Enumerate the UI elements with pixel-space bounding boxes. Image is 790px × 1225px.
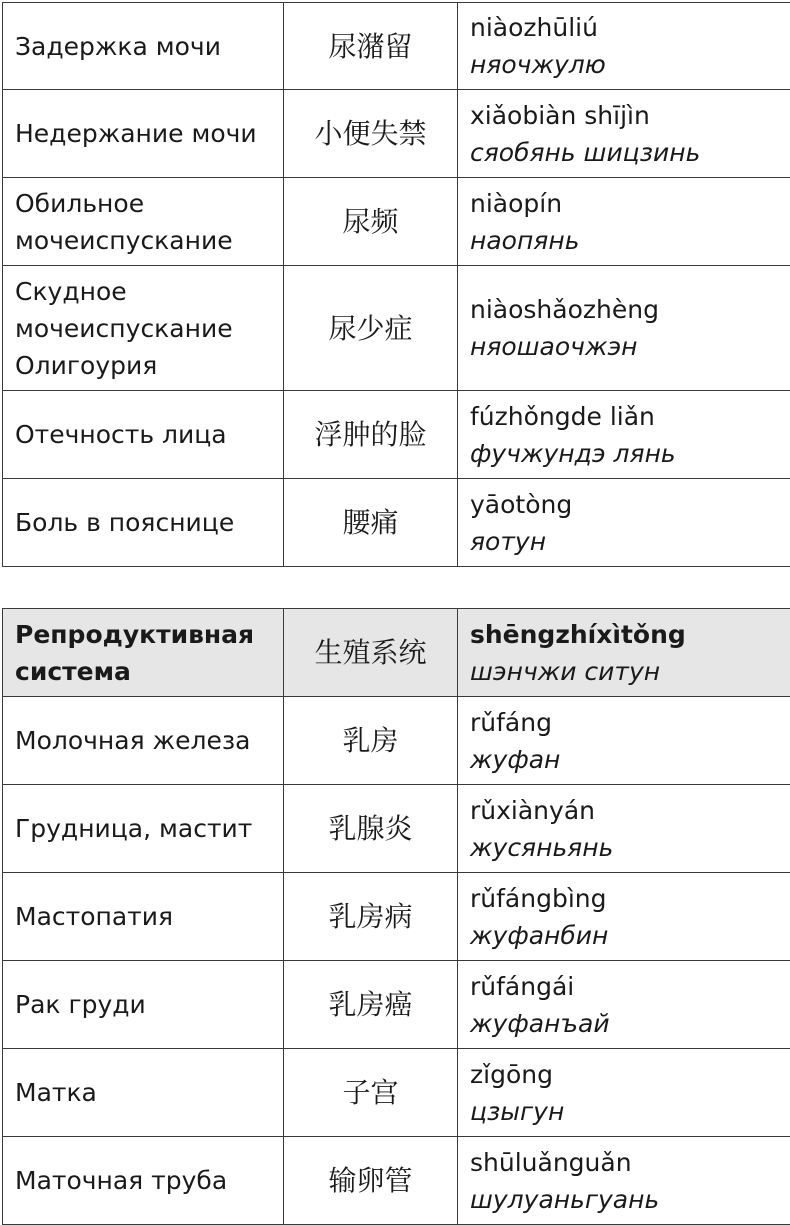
section-title: Репродуктивная система: [3, 609, 284, 697]
pronunciation-cell: [458, 266, 790, 391]
pinyin: rǔfángái: [470, 968, 778, 1005]
russian-term: Обильное мочеиспускание: [3, 178, 284, 266]
pronunciation-cell: [458, 785, 790, 873]
chinese-term: 子宫: [284, 1049, 458, 1137]
chinese-term: 输卵管: [284, 1137, 458, 1225]
table-row: [3, 961, 790, 1049]
table-row: [3, 3, 790, 90]
russian-term: Боль в пояснице: [3, 479, 284, 567]
pronunciation-cell: [458, 3, 790, 90]
chinese-term: 乳腺炎: [284, 785, 458, 873]
pronunciation-cell: [458, 479, 790, 567]
chinese-term: 乳房癌: [284, 961, 458, 1049]
reproductive-vocab-table: [2, 608, 790, 1225]
table-row: [3, 391, 790, 479]
russian-term: Матка: [3, 1049, 284, 1137]
pinyin: niàopín: [470, 185, 778, 222]
chinese-term: 小便失禁: [284, 90, 458, 178]
pronunciation-cell: [458, 391, 790, 479]
pinyin: niàoshǎozhèng: [470, 291, 778, 328]
section-pronunciation-cell: [458, 609, 790, 697]
russian-transcription: жуфанъай: [470, 1005, 778, 1042]
pinyin: shūluǎnguǎn: [470, 1144, 778, 1181]
pinyin: rǔfángbìng: [470, 880, 778, 917]
russian-transcription: яотун: [470, 523, 778, 560]
table-row: [3, 785, 790, 873]
pinyin: fúzhǒngde liǎn: [470, 398, 778, 435]
russian-transcription: няошаочжэн: [470, 328, 778, 365]
pronunciation-cell: [458, 90, 790, 178]
chinese-term: 腰痛: [284, 479, 458, 567]
russian-transcription: фучжундэ лянь: [470, 435, 778, 472]
table-row: [3, 178, 790, 266]
section-header-row: [3, 609, 790, 697]
pronunciation-cell: [458, 697, 790, 785]
russian-term: Мастопатия: [3, 873, 284, 961]
russian-transcription: жусяньянь: [470, 829, 778, 866]
table-row: [3, 266, 790, 391]
pinyin: zǐgōng: [470, 1056, 778, 1093]
pinyin: rǔfáng: [470, 704, 778, 741]
pinyin: yāotòng: [470, 486, 778, 523]
table-row: [3, 479, 790, 567]
russian-transcription: жуфанбин: [470, 917, 778, 954]
russian-transcription: жуфан: [470, 741, 778, 778]
russian-transcription: наопянь: [470, 222, 778, 259]
russian-term: Рак груди: [3, 961, 284, 1049]
urinary-vocab-table: [2, 2, 790, 567]
russian-term: Маточная труба: [3, 1137, 284, 1225]
pronunciation-cell: [458, 178, 790, 266]
pronunciation-cell: [458, 1049, 790, 1137]
pinyin: rǔxiànyán: [470, 792, 778, 829]
russian-term: Задержка мочи: [3, 3, 284, 90]
russian-transcription: няочжулю: [470, 46, 778, 83]
chinese-term: 浮肿的脸: [284, 391, 458, 479]
table-row: [3, 90, 790, 178]
russian-term: Грудница, мастит: [3, 785, 284, 873]
pronunciation-cell: [458, 1137, 790, 1225]
chinese-term: 尿潴留: [284, 3, 458, 90]
table-row: [3, 873, 790, 961]
pinyin: shēngzhíxìtǒng: [470, 616, 778, 653]
table-row: [3, 1137, 790, 1225]
russian-term: Молочная железа: [3, 697, 284, 785]
russian-term: Скудное мочеиспускание Олигоурия: [3, 266, 284, 391]
section-title-chinese: 生殖系统: [284, 609, 458, 697]
pronunciation-cell: [458, 873, 790, 961]
russian-transcription: шулуаньгуань: [470, 1181, 778, 1218]
pinyin: niàozhūliú: [470, 9, 778, 46]
russian-term: Недержание мочи: [3, 90, 284, 178]
pronunciation-cell: [458, 961, 790, 1049]
chinese-term: 乳房病: [284, 873, 458, 961]
chinese-term: 尿频: [284, 178, 458, 266]
russian-transcription: шэнчжи ситун: [470, 653, 778, 690]
table-row: [3, 1049, 790, 1137]
chinese-term: 尿少症: [284, 266, 458, 391]
chinese-term: 乳房: [284, 697, 458, 785]
pinyin: xiǎobiàn shījìn: [470, 97, 778, 134]
russian-transcription: сяобянь шицзинь: [470, 134, 778, 171]
table-row: [3, 697, 790, 785]
russian-term: Отечность лица: [3, 391, 284, 479]
russian-transcription: цзыгун: [470, 1093, 778, 1130]
